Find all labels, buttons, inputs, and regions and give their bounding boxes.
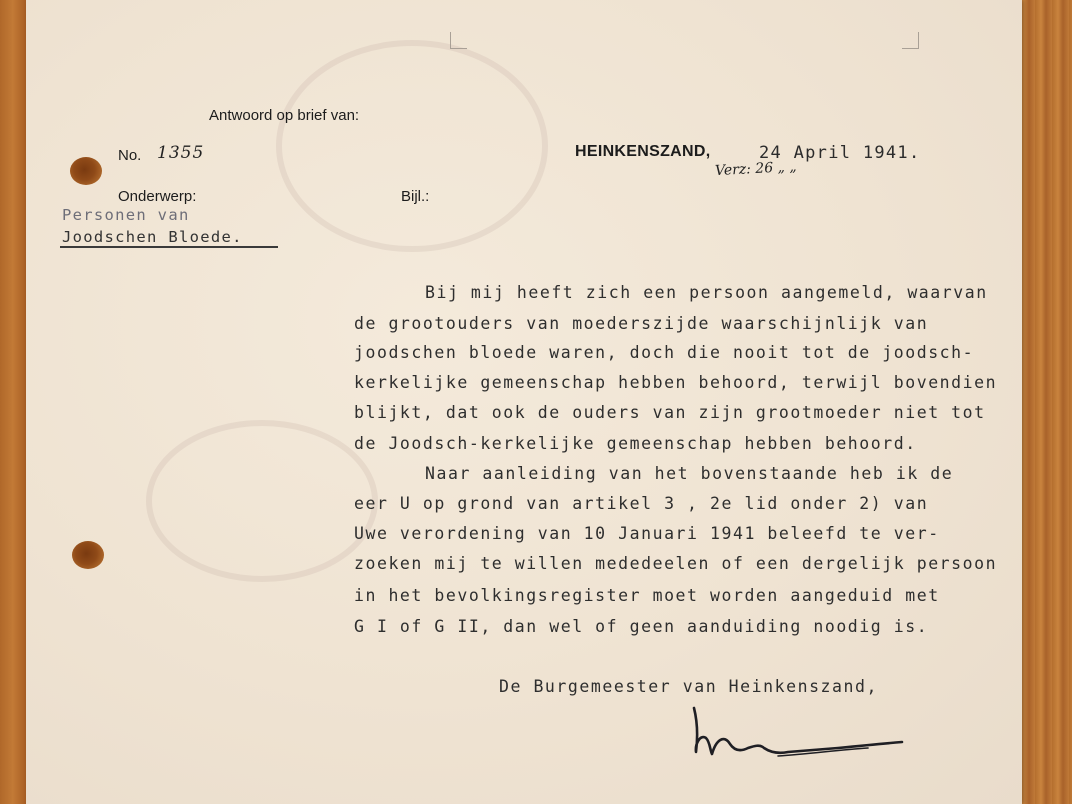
reply-label: Antwoord op brief van: [209, 107, 360, 124]
punch-hole-bottom [72, 541, 104, 569]
body-line: Uwe verordening van 10 Januari 1941 beleefd te ver- [354, 524, 940, 543]
body-line: joodschen bloede waren, doch die nooit tot de joodsch- [354, 343, 975, 362]
body-line: de Joodsch-kerkelijke gemeenschap hebben behoord. [354, 434, 917, 453]
subject-label: Onderwerp: [118, 188, 197, 205]
body-line: de grootouders van moederszijde waarschijnlijk van [354, 314, 929, 333]
subject-underline [60, 246, 278, 248]
body-line: blijkt, dat ook de ouders van zijn grootmoeder niet tot [354, 403, 986, 422]
body-line: eer U op grond van artikel 3 , 2e lid onder 2) van [354, 494, 929, 513]
verz-note: Verz: 26 „ „ [714, 158, 797, 180]
ghost-stamp-lower [146, 420, 378, 582]
number-value: 1355 [157, 143, 205, 163]
corner-mark-right [902, 32, 919, 49]
body-line: zoeken mij te willen mededeelen of een dergelijk persoon [354, 554, 998, 573]
enclosure-label: Bijl.: [401, 188, 430, 205]
body-line: G I of G II, dan wel of geen aanduiding noodig is. [354, 617, 929, 636]
body-line: Bij mij heeft zich een persoon aangemeld, waarvan [425, 283, 988, 302]
body-line: kerkelijke gemeenschap hebben behoord, terwijl bovendien [354, 373, 998, 392]
body-line: in het bevolkingsregister moet worden aangeduid met [354, 586, 940, 605]
corner-mark-left [450, 32, 467, 49]
letter-date: 24 April 1941. [759, 143, 921, 163]
subject-line-2: Joodschen Bloede. [62, 228, 243, 246]
number-label: No. [118, 147, 142, 164]
body-line: Naar aanleiding van het bovenstaande heb ik de [425, 464, 954, 483]
wooden-table-right [1018, 0, 1072, 804]
subject-line-1: Personen van [62, 206, 190, 224]
place-name: HEINKENSZAND, [575, 143, 711, 160]
ghost-stamp-upper [276, 40, 548, 252]
signature-scribble [688, 700, 912, 766]
closing-signoff: De Burgemeester van Heinkenszand, [499, 677, 878, 696]
punch-hole-top [70, 157, 102, 185]
